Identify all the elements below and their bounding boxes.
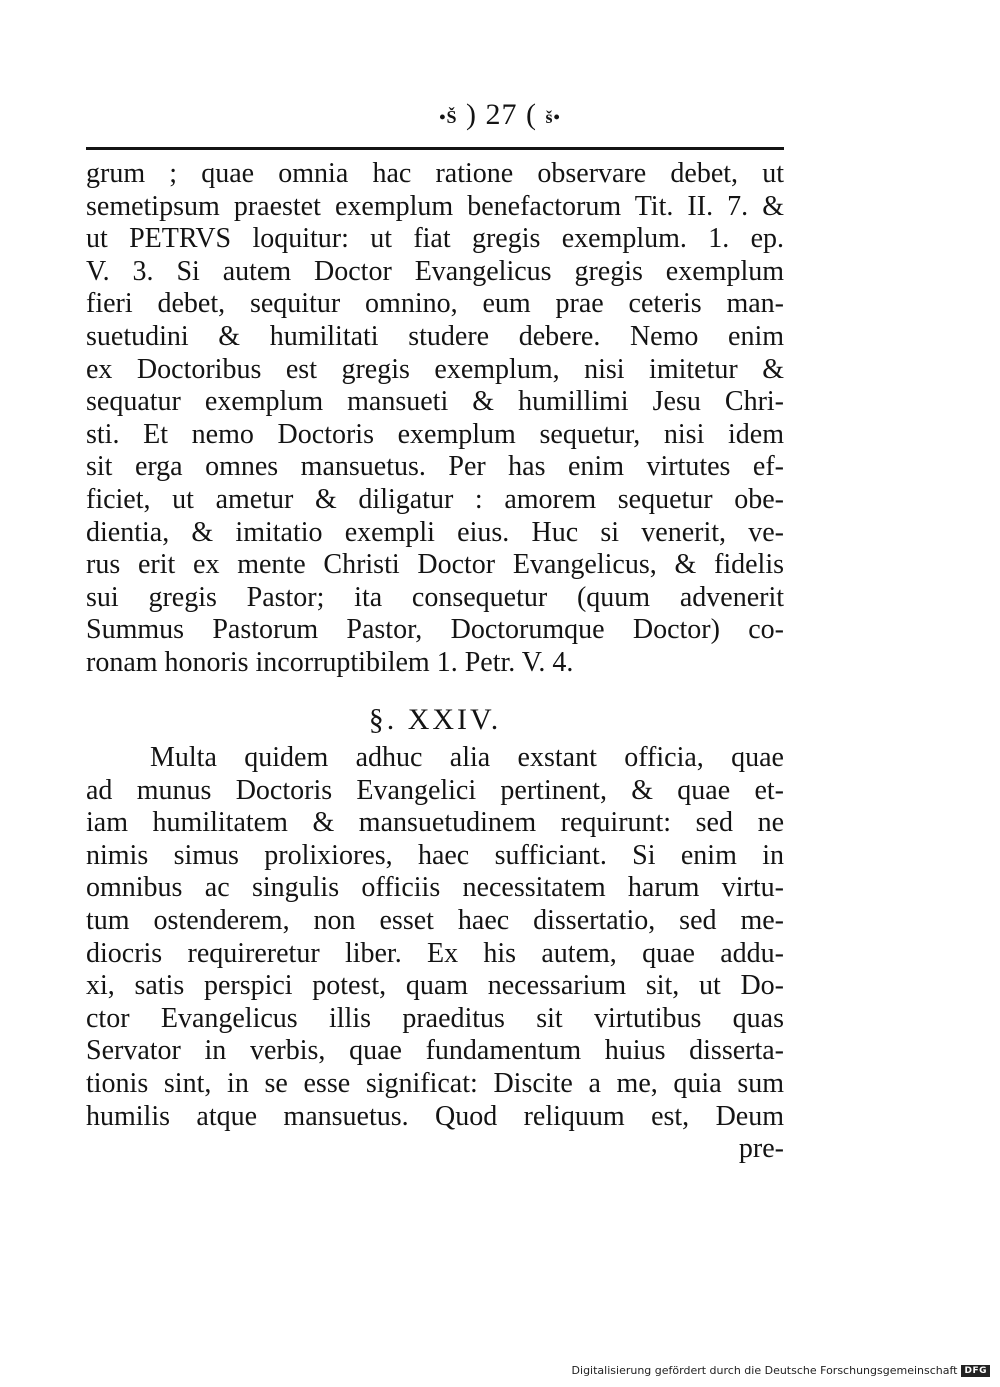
text-line: ficiet, ut ametur & diligatur : amorem sequetur obe- bbox=[86, 483, 784, 515]
footer-text: Digitalisierung gefördert durch die Deutsche Forschungsgemeinschaft bbox=[571, 1364, 958, 1377]
text-line: rus erit ex mente Christi Doctor Evangelicus, & fidelis bbox=[86, 549, 784, 581]
right-ornament: š• bbox=[545, 106, 561, 127]
text-line: ut PETRVS loquitur: ut fiat gregis exemplum. 1. ep. bbox=[86, 223, 784, 255]
left-ornament: •Š bbox=[439, 106, 458, 127]
text-line: sequatur exemplum mansueti & humillimi Jesu Chri- bbox=[86, 386, 784, 418]
running-header bbox=[0, 98, 1000, 132]
text-line: tum ostenderem, non esset haec dissertatio, sed me- bbox=[86, 904, 784, 936]
section-heading: §. XXIV. bbox=[368, 703, 502, 736]
text-line: suetudini & humilitati studere debere. Nemo enim bbox=[86, 320, 784, 352]
digitization-footer bbox=[572, 1364, 990, 1377]
text-line: Multa quidem adhuc alia exstant officia, quae bbox=[150, 742, 784, 773]
text-line: dientia, & imitatio exempli eius. Huc si venerit, ve- bbox=[86, 516, 784, 548]
page-number: ) 27 ( bbox=[466, 98, 537, 131]
text-line: tionis sint, in se esse significat: Discite a me, quia sum bbox=[86, 1067, 784, 1099]
text-line: nimis simus prolixiores, haec sufficiant. Si enim in bbox=[86, 839, 784, 871]
text-line: sti. Et nemo Doctoris exemplum sequetur, nisi idem bbox=[86, 418, 784, 450]
text-line: humilis atque mansuetus. Quod reliquum est, Deum bbox=[86, 1100, 784, 1132]
text-line: xi, satis perspici potest, quam necessarium sit, ut Do- bbox=[86, 970, 784, 1002]
text-line: fieri debet, sequitur omnino, eum prae ceteris man- bbox=[86, 288, 784, 320]
text-line: Servator in verbis, quae fundamentum huius disserta- bbox=[86, 1035, 784, 1067]
text-line: semetipsum praestet exemplum benefactorum Tit. II. 7. & bbox=[86, 190, 784, 222]
text-line: sit erga omnes mansuetus. Per has enim virtutes ef- bbox=[86, 451, 784, 483]
text-line: ronam honoris incorruptibilem 1. Petr. V. 4. bbox=[86, 646, 574, 678]
paragraph-1 bbox=[86, 158, 784, 680]
text-line: sui gregis Pastor; ita consequetur (quum advenerit bbox=[86, 581, 784, 613]
text-line: iam humilitatem & mansuetudinem requirunt: sed ne bbox=[86, 807, 784, 839]
text-line: omnibus ac singulis officiis necessitatem harum virtu- bbox=[86, 872, 784, 904]
text-line: diocris requireretur liber. Ex his autem, quae addu- bbox=[86, 937, 784, 969]
header-rule bbox=[86, 147, 784, 150]
text-line: ad munus Doctoris Evangelici pertinent, & quae et- bbox=[86, 774, 784, 806]
text-line: Summus Pastorum Pastor, Doctorumque Doctor) co- bbox=[86, 614, 784, 646]
text-line: ctor Evangelicus illis praeditus sit virtutibus quas bbox=[86, 1002, 784, 1034]
text-line: grum ; quae omnia hac ratione observare debet, ut bbox=[86, 158, 784, 189]
text-line: V. 3. Si autem Doctor Evangelicus gregis exemplum bbox=[86, 255, 784, 287]
dfg-logo-icon: DFG bbox=[961, 1365, 990, 1377]
paragraph-2 bbox=[86, 742, 784, 1166]
catchword: pre- bbox=[738, 1133, 784, 1165]
text-line: ex Doctoribus est gregis exemplum, nisi imitetur & bbox=[86, 353, 784, 385]
